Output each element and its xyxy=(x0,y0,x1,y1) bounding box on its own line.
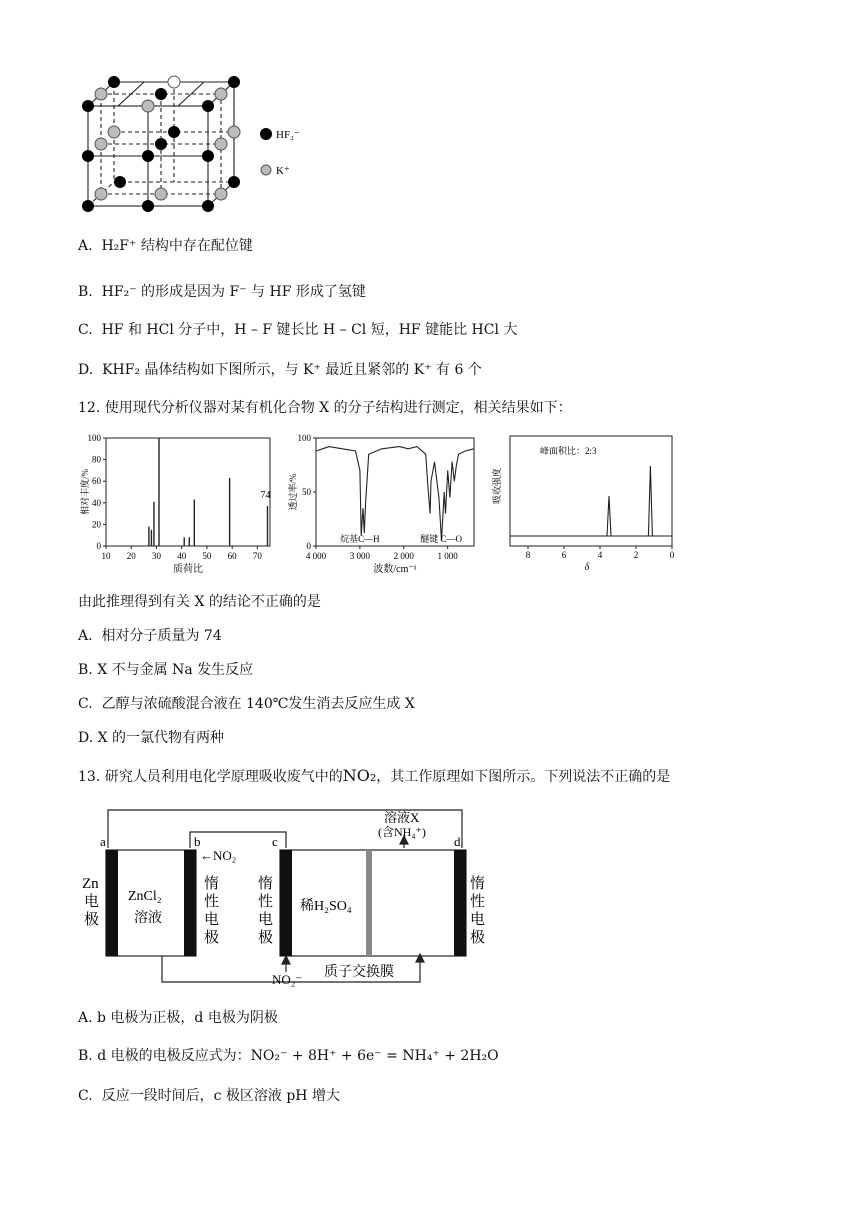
label-d: d xyxy=(454,834,461,849)
k-legend-dot xyxy=(261,165,271,175)
nmr-xtick-label: 0 xyxy=(669,550,675,560)
ms-ylabel: 相对丰度/% xyxy=(80,469,90,515)
svg-text:电: 电 xyxy=(258,912,274,928)
q13-option-c: C. 反应一段时间后，c 极区溶液 pH 增大 xyxy=(78,1088,340,1104)
ms-xtick-label: 10 xyxy=(101,551,111,561)
ir-annotation-ch: 烷基C—H xyxy=(340,534,380,544)
zn-electrode-plate xyxy=(106,850,118,956)
electrode-d-plate xyxy=(454,850,466,956)
nmr-peak xyxy=(607,496,611,536)
svg-text:极: 极 xyxy=(84,912,100,928)
ir-xtick-label: 4 000 xyxy=(305,551,327,561)
svg-text:电: 电 xyxy=(84,894,100,910)
h2so4-label: 稀H₂SO₄ xyxy=(300,899,352,914)
ir-xtick-label: 1 000 xyxy=(437,551,458,561)
svg-text:性: 性 xyxy=(470,894,486,910)
ir-annotation-co: 醚键 C—O xyxy=(420,534,462,544)
ms-xlabel: 质荷比 xyxy=(173,564,203,575)
ms-xtick-label: 50 xyxy=(202,551,212,561)
q12-option-b: B. X 不与金属 Na 发生反应 xyxy=(78,662,254,678)
q13-option-a: A. b 电极为正极，d 电极为阴极 xyxy=(78,1010,278,1026)
ms-xtick-label: 40 xyxy=(177,551,187,561)
nmr-xtick-label: 8 xyxy=(525,550,531,560)
q11-option-d: D. KHF₂ 晶体结构如下图所示，与 K⁺ 最近且紧邻的 K⁺ 有 6 个 xyxy=(78,362,482,378)
nmr-peak xyxy=(648,466,652,536)
no2-minus-label: NO₂⁻ xyxy=(272,972,303,987)
proton-exchange-membrane xyxy=(366,850,372,956)
q11-option-c: C. HF 和 HCl 分子中，H – F 键长比 H – Cl 短，HF 键能比 HCl 大 xyxy=(78,322,518,338)
zn-label: Zn xyxy=(82,876,99,892)
inert-electrode-b: 惰 xyxy=(204,876,220,892)
ir-ytick-label: 100 xyxy=(297,433,311,443)
electrode-c-plate xyxy=(280,850,292,956)
q12-option-c: C. 乙醇与浓硫酸混合液在 140℃发生消去反应生成 X xyxy=(78,696,415,712)
inert-electrode-c: 惰 xyxy=(258,876,274,892)
ms-ytick-label: 40 xyxy=(92,497,101,508)
nmr-ylabel: 吸收强度 xyxy=(492,467,502,505)
ms-xtick-label: 30 xyxy=(151,551,161,561)
ms-ytick-label: 20 xyxy=(92,519,101,530)
electrode-b-plate xyxy=(184,850,196,956)
nmr-xtick-label: 2 xyxy=(633,550,639,560)
q11-option-a: A. H₂F⁺ 结构中存在配位键 xyxy=(78,238,253,254)
nmr-xtick-label: 6 xyxy=(561,550,567,560)
hf2-legend-dot xyxy=(260,128,272,140)
svg-text:电: 电 xyxy=(204,912,220,928)
nmr-xlabel: δ xyxy=(584,562,590,573)
svg-text:(含NH₄⁺): (含NH₄⁺) xyxy=(378,825,426,839)
nmr-xtick-label: 4 xyxy=(597,550,603,560)
q13-option-b: B. d 电极的电极反应式为：NO₂⁻ + 8H⁺ + 6e⁻ = NH₄⁺ + 2H₂O xyxy=(78,1048,499,1064)
ir-spectrum-chart xyxy=(282,428,492,576)
svg-text:极: 极 xyxy=(258,930,274,946)
label-c: c xyxy=(272,834,278,849)
q12-conclusion: 由此推理得到有关 X 的结论不正确的是 xyxy=(78,594,321,610)
khf2-crystal-diagram xyxy=(74,72,304,222)
ir-series-line xyxy=(316,447,474,541)
svg-text:性: 性 xyxy=(258,894,274,910)
q11-option-b: B. HF₂⁻ 的形成是因为 F⁻ 与 HF 形成了氢键 xyxy=(78,284,366,300)
ir-ytick-label: 50 xyxy=(302,487,311,497)
ms-xtick-label: 60 xyxy=(227,551,237,561)
nmr-spectrum-chart xyxy=(492,428,682,576)
ms-ytick-label: 0 xyxy=(96,541,101,551)
legend-hf2: HF₂⁻ xyxy=(276,129,300,141)
ir-xtick-label: 2 000 xyxy=(393,551,414,561)
ms-xtick-label: 70 xyxy=(252,551,262,561)
inert-electrode-d: 惰 xyxy=(470,876,486,892)
svg-text:电: 电 xyxy=(470,912,486,928)
ms-ytick-label: 60 xyxy=(92,476,101,487)
label-a: a xyxy=(100,834,106,849)
nmr-annotation: 峰面积比：2:3 xyxy=(540,446,597,456)
ms-ytick-label: 100 xyxy=(87,433,101,443)
q12-option-a: A. 相对分子质量为 74 xyxy=(78,628,222,644)
ms-plot-frame xyxy=(106,438,270,546)
ir-xlabel: 波数/cm⁻¹ xyxy=(373,564,417,575)
svg-text:性: 性 xyxy=(204,894,220,910)
membrane-label: 质子交换膜 xyxy=(324,965,394,980)
ms-xtick-label: 20 xyxy=(126,551,136,561)
svg-text:极: 极 xyxy=(470,930,486,946)
mass-spectrum-chart xyxy=(78,428,278,576)
ir-ytick-label: 0 xyxy=(306,541,311,551)
svg-text:极: 极 xyxy=(204,930,220,946)
zncl2-label: ZnCl₂ xyxy=(128,889,162,904)
q13-stem: 13. 研究人员利用电化学原理吸收废气中的NO₂，其工作原理如下图所示。下列说法不正确的是 xyxy=(78,766,671,785)
ir-ylabel: 透过率/% xyxy=(288,473,298,511)
ms-ytick-label: 80 xyxy=(92,454,101,465)
q12-stem: 12. 使用现代分析仪器对某有机化合物 X 的分子结构进行测定，相关结果如下： xyxy=(78,400,572,416)
label-b: b xyxy=(194,834,201,849)
svg-text:溶液: 溶液 xyxy=(134,911,162,926)
electrochemical-cell-diagram xyxy=(78,804,488,994)
ir-xtick-label: 3 000 xyxy=(349,551,371,561)
solution-x-label: 溶液X xyxy=(384,810,420,825)
legend-k: K⁺ xyxy=(276,165,290,177)
no2-inlet-label: ←NO₂ xyxy=(200,848,237,863)
q12-option-d: D. X 的一氯代物有两种 xyxy=(78,730,225,746)
ms-annotation: 74 xyxy=(260,490,271,502)
